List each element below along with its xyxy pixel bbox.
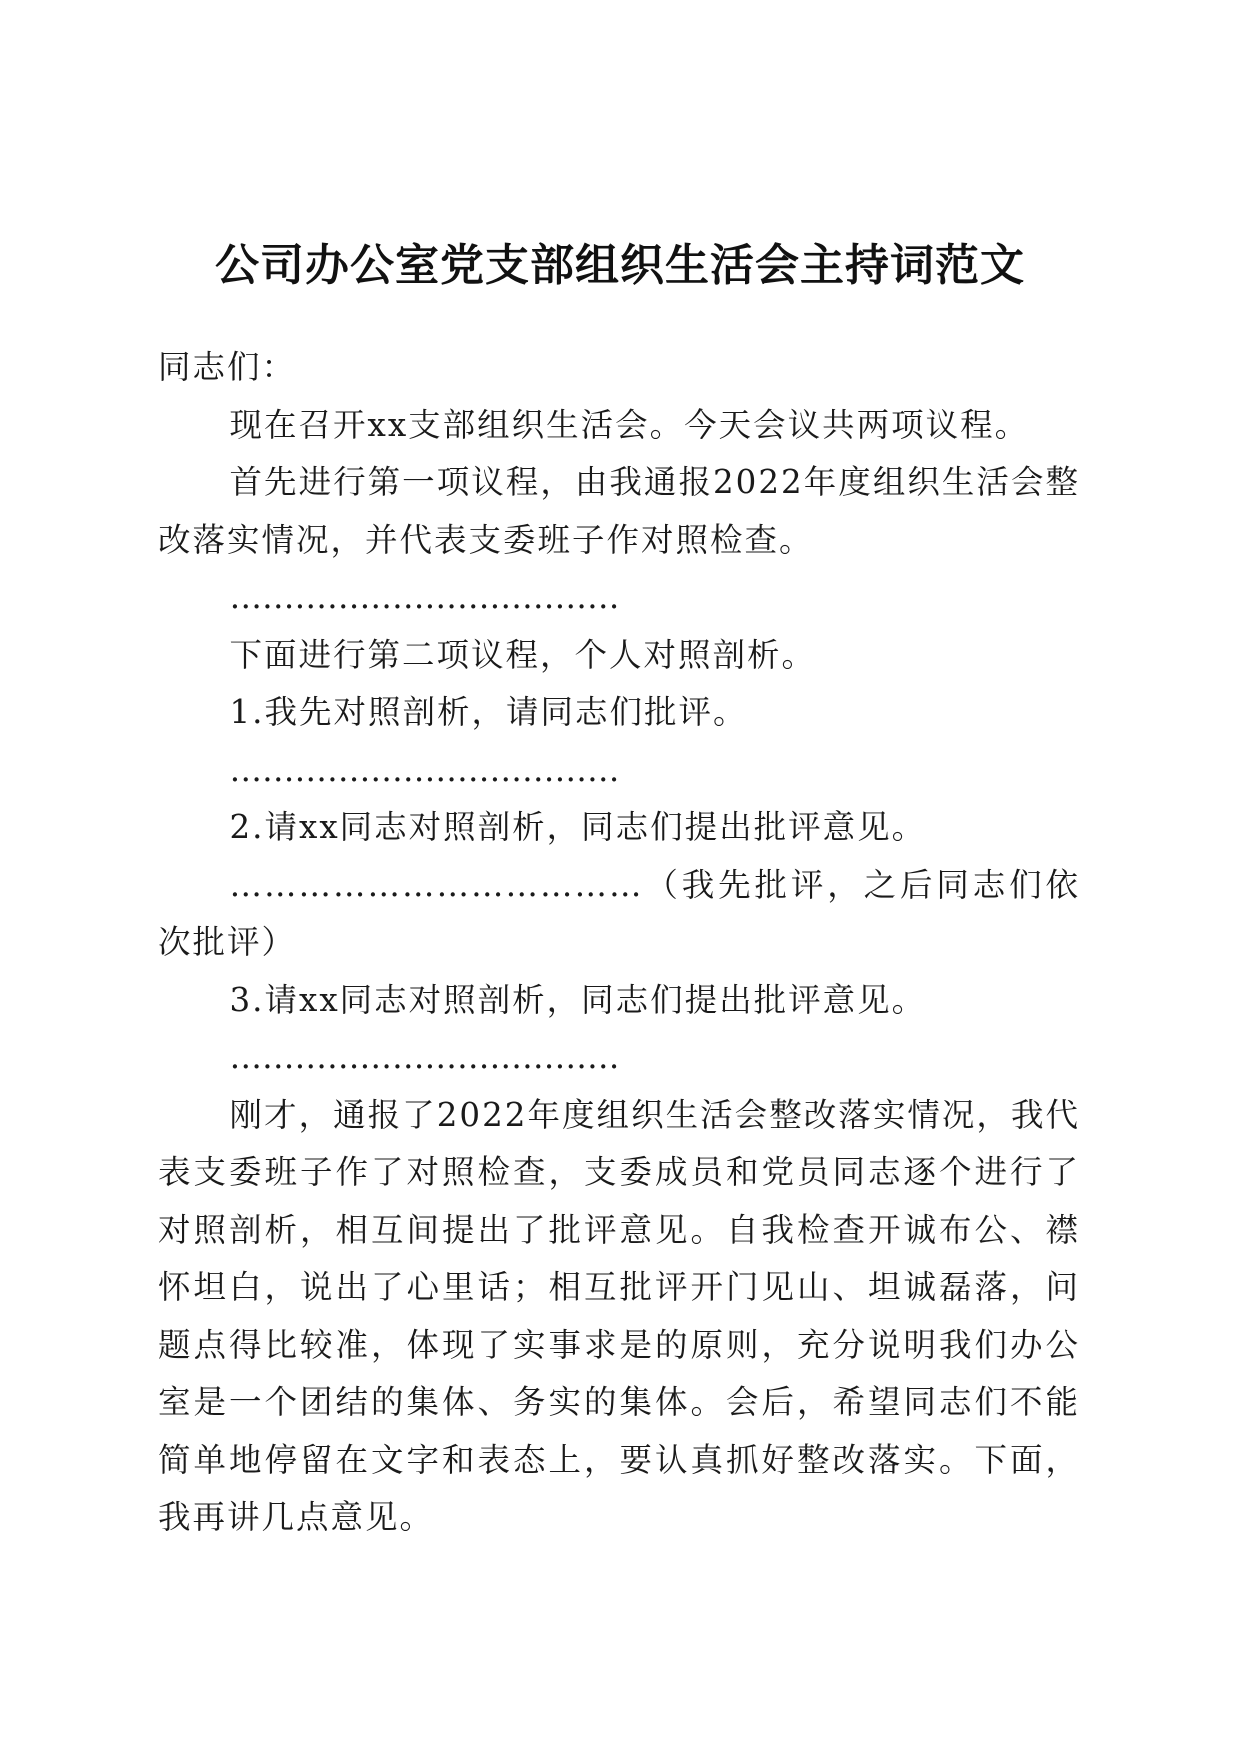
ellipsis-line: ……………………………… xyxy=(229,1038,620,1076)
ellipsis-line-with-note: ………………………………（我先批评，之后同志们依次批评） xyxy=(158,865,1080,961)
paragraph-summary: 刚才，通报了2022年度组织生活会整改落实情况，我代表支委班子作了对照检查，支委成员和党员同志逐个进行了对照剖析，相互间提出了批评意见。自我检查开诚布公、襟怀坦白，说出了心里话；相互批评开门见山、坦诚磊落，问题点得比较准，体现了实事求是的原则，充分说明我们办公室是一个团结的集体、务实的集体。会后，希望同志们不能简单地停留在文字和表态上，要认真抓好整改落实。下面，我再讲几点意见。 xyxy=(158,1095,1080,1536)
ellipsis-line: ……………………………… xyxy=(229,750,620,789)
paragraph-opening: 现在召开xx支部组织生活会。今天会议共两项议程。 xyxy=(229,405,1030,444)
list-item-3: 3.请xx同志对照剖析，同志们提出批评意见。 xyxy=(229,980,927,1019)
document-title: 公司办公室党支部组织生活会主持词范文 xyxy=(215,240,1025,291)
list-item-2: 2.请xx同志对照剖析，同志们提出批评意见。 xyxy=(229,808,927,846)
paragraph-agenda-one: 首先进行第一项议程，由我通报2022年度组织生活会整改落实情况，并代表支委班子作对照检查。 xyxy=(158,463,1080,559)
list-item-1: 1.我先对照剖析，请同志们批评。 xyxy=(229,693,748,731)
salutation: 同志们： xyxy=(158,348,297,386)
document-body xyxy=(158,339,1080,1547)
ellipsis-line: ……………………………… xyxy=(229,578,620,616)
paragraph-agenda-two: 下面进行第二项议程，个人对照剖析。 xyxy=(229,635,817,674)
